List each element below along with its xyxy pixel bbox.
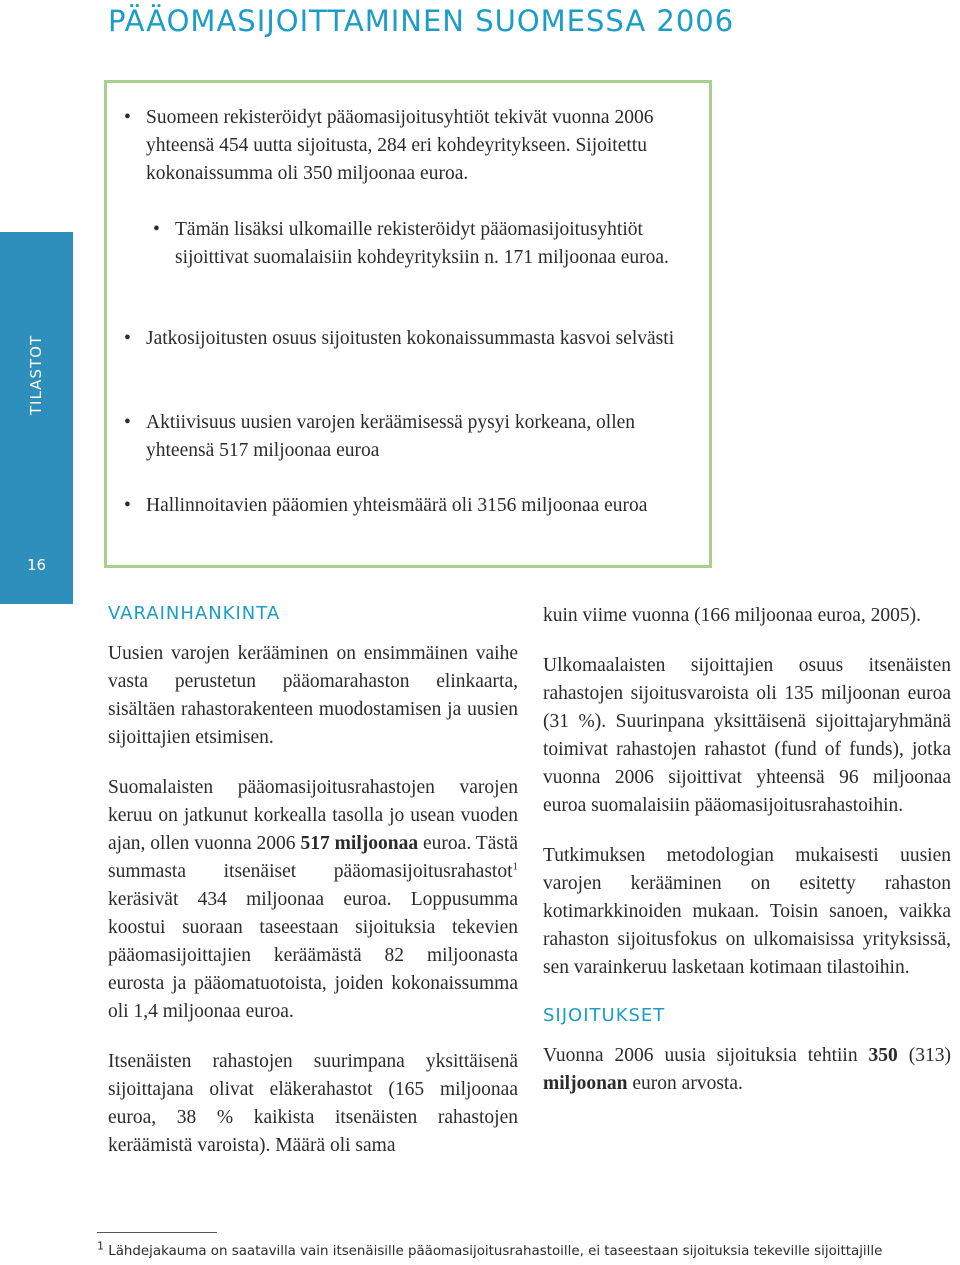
left-column [108,602,518,1182]
footnote-text: Lähdejakauma on saatavilla vain itsenäisille pääomasijoitusrahastoille, ei taseestaan sijoituksia tekeville sijoittajille [108,1244,883,1259]
summary-bullet [124,492,696,520]
footnote-ref: 1 [512,860,518,873]
summary-bullet [153,216,695,272]
footnote-marker: 1 [97,1239,104,1253]
page-number: 16 [26,556,47,574]
bullet-dot-icon: • [124,495,131,516]
paragraph: kuin viime vuonna (166 miljoonaa euroa, 2005). [543,605,922,626]
emphasis: miljoonan [543,1073,628,1094]
bullet-dot-icon: • [153,219,160,240]
summary-bullet-text: Tämän lisäksi ulkomaille rekisteröidyt pääomasijoitusyhtiöt sijoittivat suomalaisiin kohdeyrityksiin n. 171 miljoonaa euroa. [175,219,669,268]
page-title: PÄÄOMASIJOITTAMINEN SUOMESSA 2006 [108,4,735,38]
bullet-dot-icon: • [124,107,131,128]
summary-bullet-text: Hallinnoitavien pääomien yhteismäärä oli 3156 miljoonaa euroa [146,495,648,516]
paragraph: Uusien varojen kerääminen on ensimmäinen vaihe vasta perustetun pääomarahaston elinkaarta, sisältäen rahastorakenteen muodostamisen ja uusien sijoittajien etsimisen. [108,643,518,748]
footnote-divider [97,1232,217,1233]
paragraph: Vuonna 2006 uusia sijoituksia tehtiin 350 (313) miljoonan euron arvosta. [543,1045,952,1094]
right-column [543,602,951,1120]
emphasis: 517 miljoonaa [300,833,419,854]
footnote [97,1239,883,1259]
section-heading-varainhankinta: VARAINHANKINTA [108,603,281,624]
paragraph: Suomalaisten pääomasijoitusrahastojen varojen keruu on jatkunut korkealla tasolla jo usean vuoden ajan, ollen vuonna 2006 517 miljoonaa euroa. Tästä summasta itsenäiset pääomasijoitusrahastot$^1$ keräsivät 434 miljoonaa euroa. Loppusumma koostui suoraan taseestaan sijoituksia tekevien pääomasijoittajien keräämästä 82 miljoonasta eurosta ja pääomatuotoista, joiden kokonaissumma oli 1,4 miljoonaa euroa. [108,777,519,1022]
summary-bullet [124,409,696,465]
section-heading-sijoitukset: SIJOITUKSET [543,1005,666,1026]
summary-bullet [124,104,696,188]
bullet-dot-icon: • [124,328,131,349]
section-tab-label: TILASTOT [27,334,45,416]
emphasis: 350 [868,1045,898,1066]
paragraph: Tutkimuksen metodologian mukaisesti uusien varojen kerääminen on esitetty rahaston kotimarkkinoiden mukaan. Toisin sanoen, vaikka rahaston sijoitusfokus on ulkomaisissa yrityksissä, sen varainkeruu lasketaan kotimaan tilastoihin. [543,845,951,978]
paragraph: Itsenäisten rahastojen suurimpana yksittäisenä sijoittajana olivat eläkerahastot (165 miljoonaa euroa, 38 % kaikista itsenäisten rahastojen keräämistä varoista). Määrä oli sama [108,1051,518,1156]
summary-bullet-text: Suomeen rekisteröidyt pääomasijoitusyhtiöt tekivät vuonna 2006 yhteensä 454 uutta sijoitusta, 284 eri kohdeyritykseen. Sijoitettu kokonaissumma oli 350 miljoonaa euroa. [146,107,654,184]
summary-bullet-text: Aktiivisuus uusien varojen keräämisessä pysyi korkeana, ollen yhteensä 517 miljoonaa euroa [146,412,636,461]
summary-bullet-text: Jatkosijoitusten osuus sijoitusten kokonaissummasta kasvoi selvästi [146,328,675,349]
summary-bullet [124,325,696,353]
paragraph: Ulkomaalaisten sijoittajien osuus itsenäisten rahastojen sijoitusvaroista oli 135 miljoonan euroa (31 %). Suurinpana yksittäisenä sijoittajaryhmänä toimivat rahastojen rahastot (fund of funds), jotka vuonna 2006 sijoittivat yhteensä 96 miljoonaa euroa suomalaisiin pääomasijoitusrahastoihin. [543,655,951,816]
bullet-dot-icon: • [124,412,131,433]
section-tab [0,232,73,604]
